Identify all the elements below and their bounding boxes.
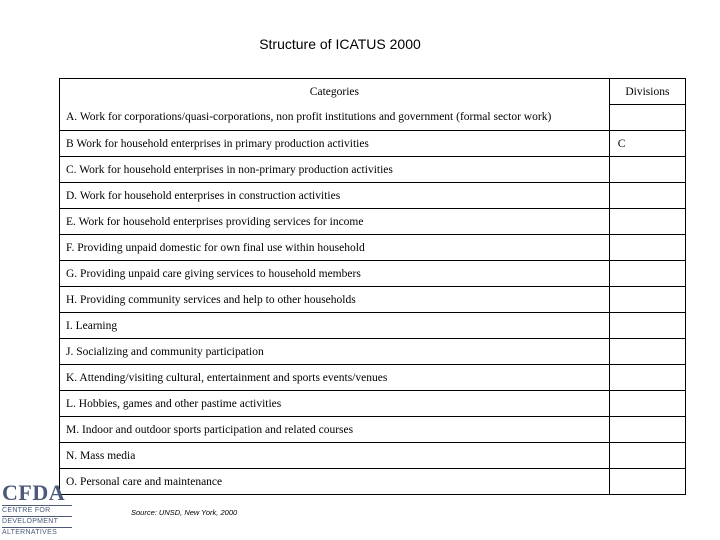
table-row [60, 443, 686, 469]
category-cell: N. Mass media [60, 443, 610, 469]
table-row [60, 339, 686, 365]
table-row [60, 209, 686, 235]
division-cell [609, 261, 685, 287]
table-header-row [60, 79, 686, 105]
category-cell: G. Providing unpaid care giving services to household members [60, 261, 610, 287]
division-cell [609, 339, 685, 365]
division-cell [609, 365, 685, 391]
table-row [60, 391, 686, 417]
table-row [60, 235, 686, 261]
division-cell [609, 157, 685, 183]
category-cell: J. Socializing and community participation [60, 339, 610, 365]
divisions-header: Divisions [609, 79, 685, 105]
logo-line-2: DEVELOPMENT [2, 518, 59, 525]
table-row [60, 105, 686, 131]
logo-line-1: CENTRE FOR [2, 507, 51, 514]
category-cell: C. Work for household enterprises in non-primary production activities [60, 157, 610, 183]
category-cell: O. Personal care and maintenance [60, 469, 610, 495]
division-cell [609, 105, 685, 131]
division-cell [609, 443, 685, 469]
table-row [60, 131, 686, 157]
logo-line-3: ALTERNATIVES [2, 529, 58, 536]
category-cell: H. Providing community services and help to other households [60, 287, 610, 313]
division-cell [609, 287, 685, 313]
category-cell: E. Work for household enterprises providing services for income [60, 209, 610, 235]
category-cell: F. Providing unpaid domestic for own final use within household [60, 235, 610, 261]
table-row [60, 261, 686, 287]
logo-abbr: CFDA [2, 480, 66, 505]
category-cell: D. Work for household enterprises in construction activities [60, 183, 610, 209]
table-row [60, 183, 686, 209]
category-cell: L. Hobbies, games and other pastime activities [60, 391, 610, 417]
table-row [60, 157, 686, 183]
division-cell [609, 391, 685, 417]
table-row [60, 365, 686, 391]
category-cell: K. Attending/visiting cultural, entertainment and sports events/venues [60, 365, 610, 391]
category-cell: B Work for household enterprises in primary production activities [60, 131, 610, 157]
division-cell [609, 209, 685, 235]
table-row [60, 287, 686, 313]
slide-title: Structure of ICATUS 2000 [259, 36, 421, 52]
division-cell [609, 235, 685, 261]
cfda-logo [2, 482, 72, 540]
division-cell: C [609, 131, 685, 157]
category-cell: M. Indoor and outdoor sports participation and related courses [60, 417, 610, 443]
division-cell [609, 469, 685, 495]
division-cell [609, 417, 685, 443]
table-row [60, 469, 686, 495]
icatus-table [59, 78, 686, 495]
division-cell [609, 313, 685, 339]
table-row [60, 313, 686, 339]
source-note: Source: UNSD, New York, 2000 [131, 508, 238, 517]
division-cell [609, 183, 685, 209]
categories-header: Categories [60, 79, 610, 105]
table-row [60, 417, 686, 443]
category-cell: A. Work for corporations/quasi-corporations, non profit institutions and government (formal sector work) [60, 105, 610, 131]
table-body [60, 105, 686, 495]
category-cell: I. Learning [60, 313, 610, 339]
